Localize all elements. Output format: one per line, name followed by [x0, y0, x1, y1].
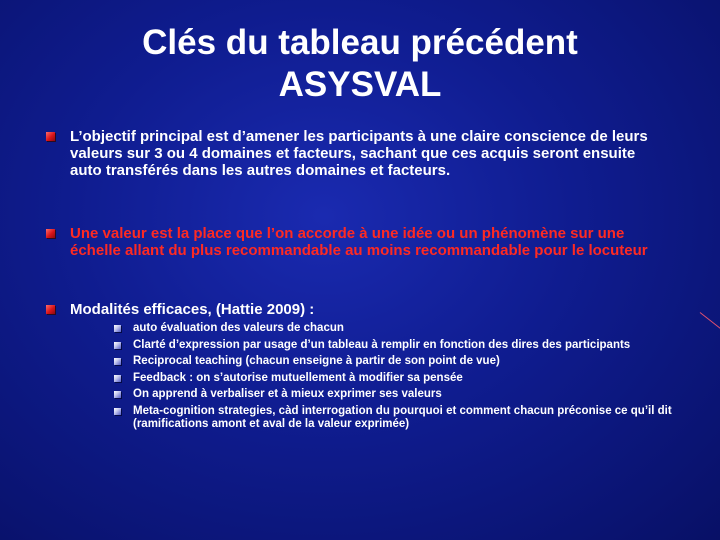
modalities-sublist — [114, 322, 674, 435]
sublist-item — [114, 388, 674, 402]
sub-bullet-square-icon — [114, 325, 121, 332]
sub-bullet-square-icon — [114, 408, 121, 415]
sublist-item-text: auto évaluation des valeurs de chacun — [133, 322, 344, 334]
sublist-item-text: Clarté d’expression par usage d’un tableau à remplir en fonction des dires des participants — [133, 338, 631, 351]
sublist-item — [114, 339, 674, 353]
sub-bullet-square-icon — [114, 391, 121, 398]
bullet-square-icon — [46, 132, 55, 141]
sublist-item — [114, 372, 674, 386]
slide-title-line-1: Clés du tableau précédent — [142, 23, 578, 62]
slide-title-line-2: ASYSVAL — [278, 65, 442, 104]
sub-bullet-square-icon — [114, 342, 121, 349]
sub-bullet-square-icon — [114, 358, 121, 365]
sublist-item-text: Meta-cognition strategies, càd interrogation du pourquoi et comment chacun préconise ce qu’il dit (ramifications amont et aval de la valeur exprimée) — [133, 404, 672, 430]
sublist-item — [114, 405, 674, 432]
decorative-line — [700, 312, 720, 331]
sub-bullet-square-icon — [114, 375, 121, 382]
bullet-square-icon — [46, 229, 55, 238]
sublist-item-text: On apprend à verbaliser et à mieux exprimer ses valeurs — [133, 388, 442, 400]
sublist-item — [114, 355, 674, 369]
bullet-modalities-text: Modalités efficaces, (Hattie 2009) : — [70, 301, 315, 318]
slide-title — [0, 22, 720, 106]
sublist-item-text: Feedback : on s’autorise mutuellement à modifier sa pensée — [133, 371, 463, 384]
bullet-value-definition-text: Une valeur est la place que l’on accorde à une idée ou un phénomène sur une échelle allant du plus recommandable au moins recommandable pour le locuteur — [70, 225, 648, 259]
sublist-item — [114, 322, 674, 336]
bullet-objective-text: L’objectif principal est d’amener les participants à une claire conscience de leurs valeurs sur 3 ou 4 domaines et facteurs, sachant que ces acquis seront ensuite auto transférés dans les autres domaines et facteurs. — [70, 128, 648, 179]
sublist-item-text: Reciprocal teaching (chacun enseigne à partir de son point de vue) — [133, 355, 500, 367]
bullet-square-icon — [46, 305, 55, 314]
